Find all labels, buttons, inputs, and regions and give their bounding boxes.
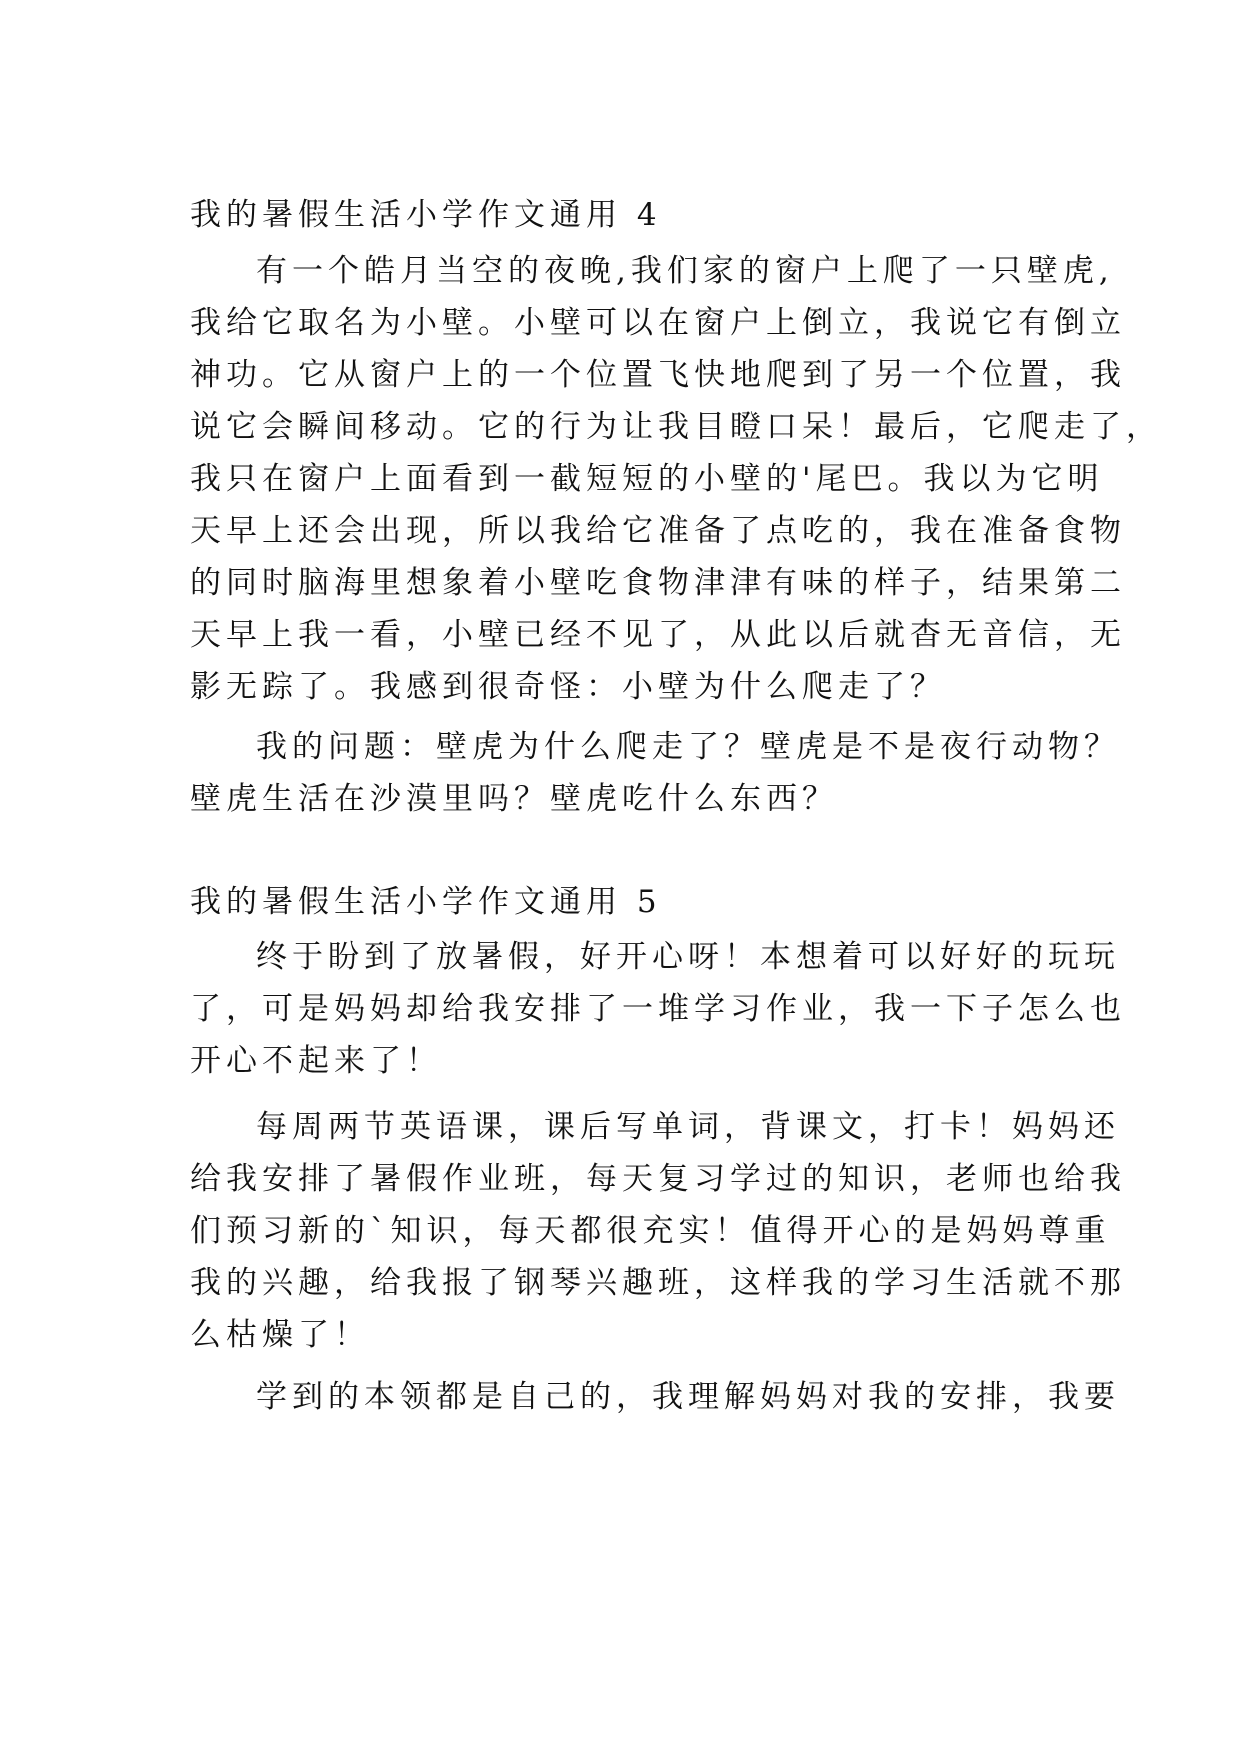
- section-4-paragraph-2-line: 我的问题：壁虎为什么爬走了？壁虎是不是夜行动物？: [256, 729, 1120, 765]
- section-4-paragraph-1-line: 天早上我一看，小壁已经不见了，从此以后就杳无音信，无: [190, 617, 1126, 653]
- section-4-paragraph-1-line: 有一个皓月当空的夜晚,我们家的窗户上爬了一只壁虎,: [256, 253, 1114, 289]
- section-5-paragraph-2-line: 我的兴趣，给我报了钢琴兴趣班，这样我的学习生活就不那: [190, 1265, 1126, 1301]
- section-5-paragraph-1-line: 了，可是妈妈却给我安排了一堆学习作业，我一下子怎么也: [190, 991, 1126, 1027]
- section-5-paragraph-2-line: 们预习新的`知识，每天都很充实！值得开心的是妈妈尊重: [190, 1213, 1111, 1249]
- section-4-paragraph-1-line: 我只在窗户上面看到一截短短的小壁的'尾巴。我以为它明: [190, 461, 1104, 497]
- section-4-paragraph-1-line: 天早上还会出现，所以我给它准备了点吃的，我在准备食物: [190, 513, 1126, 549]
- section-5-paragraph-1-line: 终于盼到了放暑假，好开心呀！本想着可以好好的玩玩: [256, 939, 1120, 975]
- section-5-paragraph-2-line: 每周两节英语课，课后写单词，背课文，打卡！妈妈还: [256, 1109, 1120, 1145]
- section-4-paragraph-2-line: 壁虎生活在沙漠里吗？壁虎吃什么东西？: [190, 781, 838, 817]
- section-5-paragraph-2-line: 么枯燥了！: [190, 1317, 370, 1353]
- section-5-paragraph-3-line: 学到的本领都是自己的，我理解妈妈对我的安排，我要: [256, 1379, 1120, 1415]
- section-4-paragraph-1-line: 说它会瞬间移动。它的行为让我目瞪口呆！最后，它爬走了，: [190, 409, 1162, 445]
- section-5-title: 我的暑假生活小学作文通用 5: [190, 884, 662, 920]
- section-4-paragraph-1-line: 我给它取名为小壁。小壁可以在窗户上倒立，我说它有倒立: [190, 305, 1126, 341]
- section-4-paragraph-1-line: 的同时脑海里想象着小壁吃食物津津有味的样子，结果第二: [190, 565, 1126, 601]
- section-5-paragraph-1-line: 开心不起来了！: [190, 1043, 442, 1079]
- section-4-paragraph-1-line: 神功。它从窗户上的一个位置飞快地爬到了另一个位置，我: [190, 357, 1126, 393]
- section-5-paragraph-2-line: 给我安排了暑假作业班，每天复习学过的知识，老师也给我: [190, 1161, 1126, 1197]
- section-4-title: 我的暑假生活小学作文通用 4: [190, 197, 662, 233]
- section-4-paragraph-1-line: 影无踪了。我感到很奇怪：小壁为什么爬走了？: [190, 669, 946, 705]
